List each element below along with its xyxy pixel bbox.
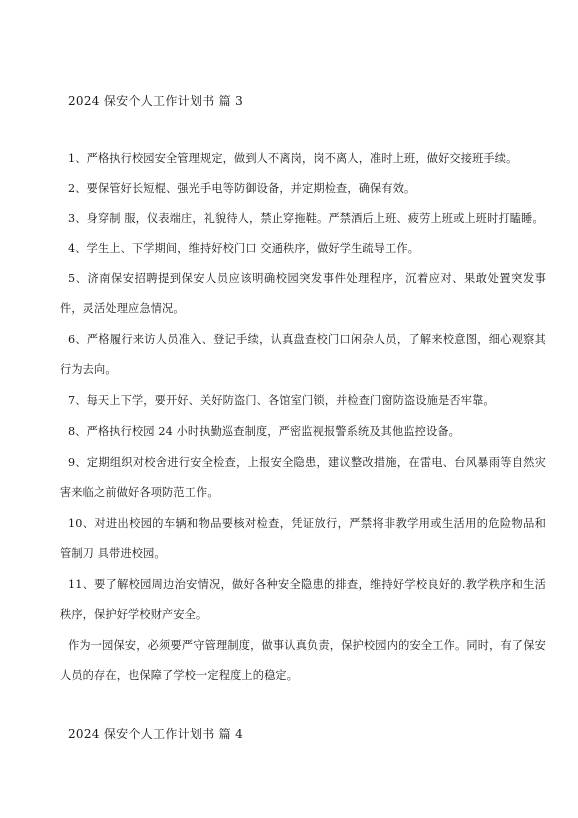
paragraph: 4、学生上、下学期间，维持好校门口 交通秩序，做好学生疏导工作。 <box>68 242 420 255</box>
section-heading: 2024 保安个人工作计划书 篇 4 <box>68 727 244 741</box>
paragraph: 2、要保管好长短棍、强光手电等防御设备，并定期检查，确保有效。 <box>68 182 416 195</box>
paragraph: 作为一园保安，必须要严守管理制度，做事认真负责，保护校园内的安全工作。同时，有了保安人员的存在，也保障了学校一定程度上的稳定。 <box>60 639 546 682</box>
paragraph: 1、严格执行校园安全管理规定，做到人不离岗，岗不离人，准时上班，做好交接班手续。 <box>68 152 518 165</box>
paragraph: 8、严格执行校园 24 小时执勤巡查制度，严密监视报警系统及其他监控设备。 <box>68 425 461 438</box>
paragraph: 3、身穿制 服，仪表端庄，礼貌待人，禁止穿拖鞋。严禁酒后上班、疲劳上班或上班时打瞌睡。 <box>68 212 544 225</box>
paragraph: 10、对进出校园的车辆和物品要核对检查，凭证放行，严禁将非教学用或生活用的危险物品和管制刀 具带进校园。 <box>60 517 546 560</box>
paragraph: 5、济南保安招聘提到保安人员应该明确校园突发事件处理程序，沉着应对、果敢处置突发事件，灵活处理应急情况。 <box>60 272 546 315</box>
paragraph: 11、要了解校园周边治安情况，做好各种安全隐患的排查，维持好学校良好的.教学秩序和生活秩序，保护好学校财产安全。 <box>60 578 546 621</box>
section-heading: 2024 保安个人工作计划书 篇 3 <box>68 94 244 108</box>
paragraph: 6、严格履行来访人员准入、登记手续，认真盘查校门口闲杂人员，了解来校意图，细心观察其行为去向。 <box>60 333 546 376</box>
paragraph: 9、定期组织对校舍进行安全检查，上报安全隐患，建议整改措施，在雷电、台风暴雨等自然灾害来临之前做好各项防范工作。 <box>60 456 546 499</box>
paragraph: 7、每天上下学，要开好、关好防盗门、各馆室门锁，并检查门窗防盗设施是否牢靠。 <box>68 394 495 407</box>
